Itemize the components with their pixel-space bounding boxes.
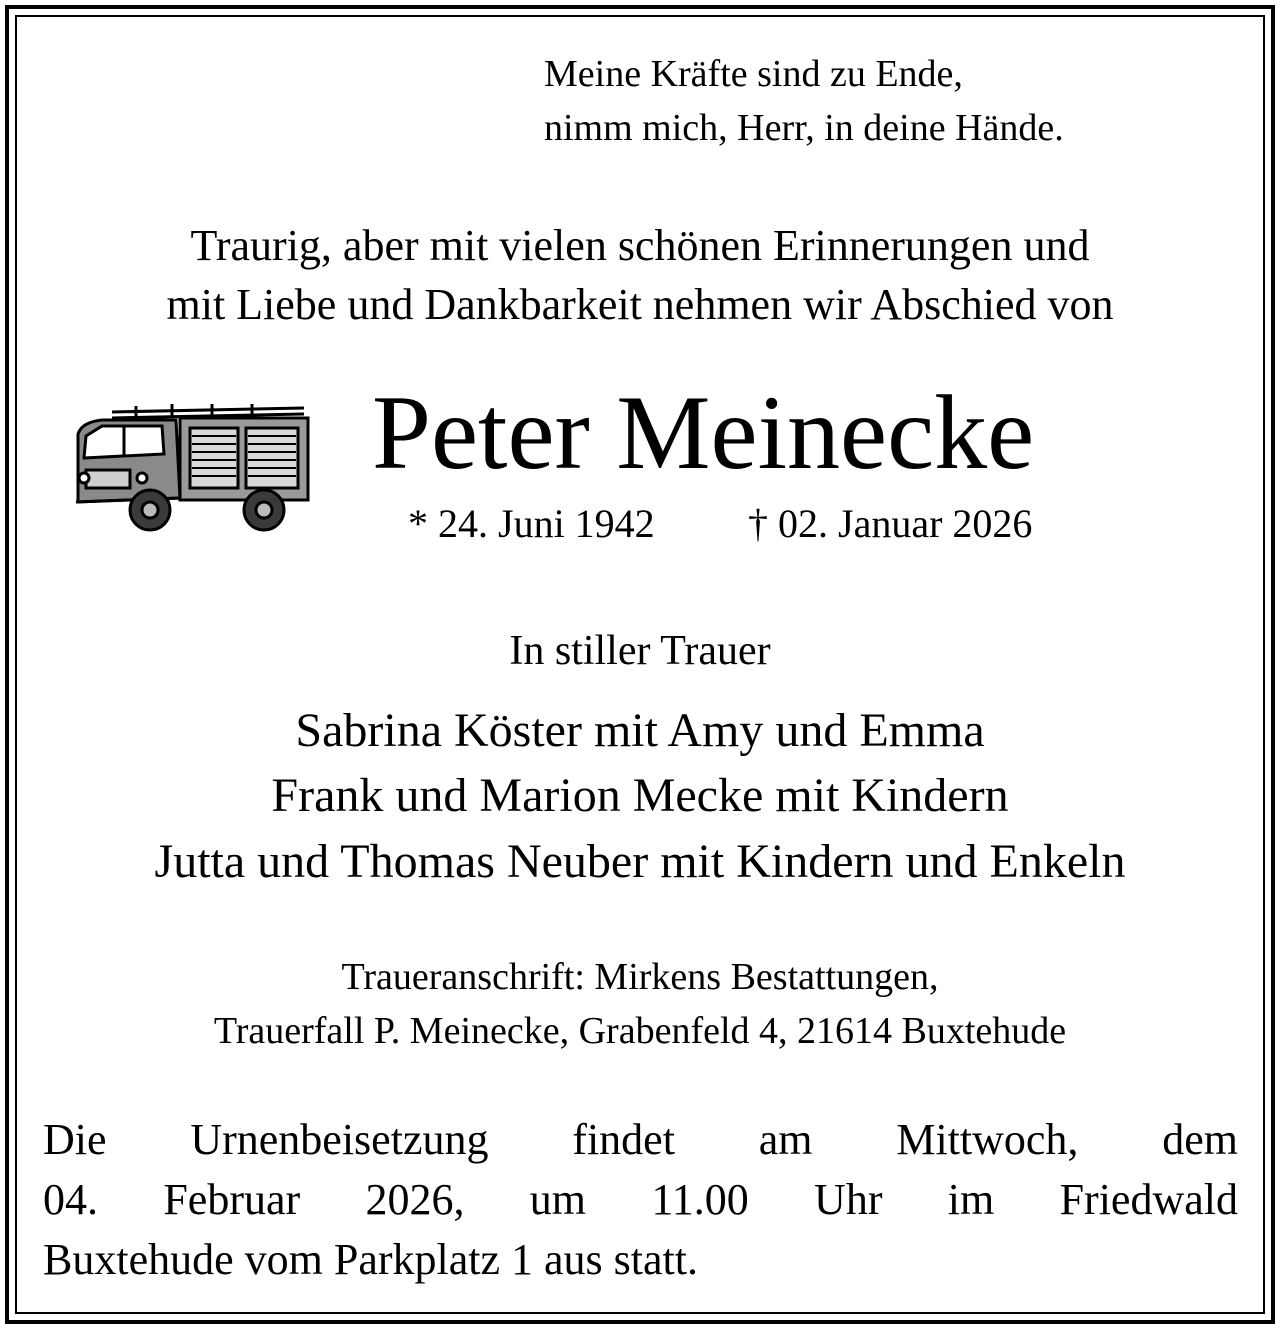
mourner-line: Frank und Marion Mecke mit Kindern <box>271 769 1009 822</box>
address-line-2: Trauerfall P. Meinecke, Grabenfeld 4, 21614 Buxtehude <box>213 1010 1067 1052</box>
address-line-1: Traueranschrift: Mirkens Bestattungen, <box>341 956 939 998</box>
motto-line-1: Meine Kräfte sind zu Ende, <box>544 53 963 95</box>
mourner-line: Jutta und Thomas Neuber mit Kindern und Enkeln <box>154 835 1126 888</box>
mourning-heading: In stiller Trauer <box>509 628 771 674</box>
burial-line-1: Die Urnenbeisetzung findet am Mittwoch, dem <box>43 1115 1238 1164</box>
burial-line-2: 04. Februar 2026, um 11.00 Uhr im Friedwald <box>43 1175 1238 1224</box>
fire-truck-icon <box>72 398 320 533</box>
motto-line-2: nimm mich, Herr, in deine Hände. <box>544 107 1064 149</box>
death-date: † 02. Januar 2026 <box>748 501 1033 546</box>
burial-line-3: Buxtehude vom Parkplatz 1 aus statt. <box>43 1235 698 1284</box>
birth-date: * 24. Juni 1942 <box>408 501 655 546</box>
mourner-line: Sabrina Köster mit Amy und Emma <box>295 704 985 757</box>
intro-line-1: Traurig, aber mit vielen schönen Erinnerungen und <box>190 221 1090 270</box>
intro-line-2: mit Liebe und Dankbarkeit nehmen wir Abschied von <box>166 280 1114 329</box>
deceased-name: Peter Meinecke <box>372 374 1035 491</box>
